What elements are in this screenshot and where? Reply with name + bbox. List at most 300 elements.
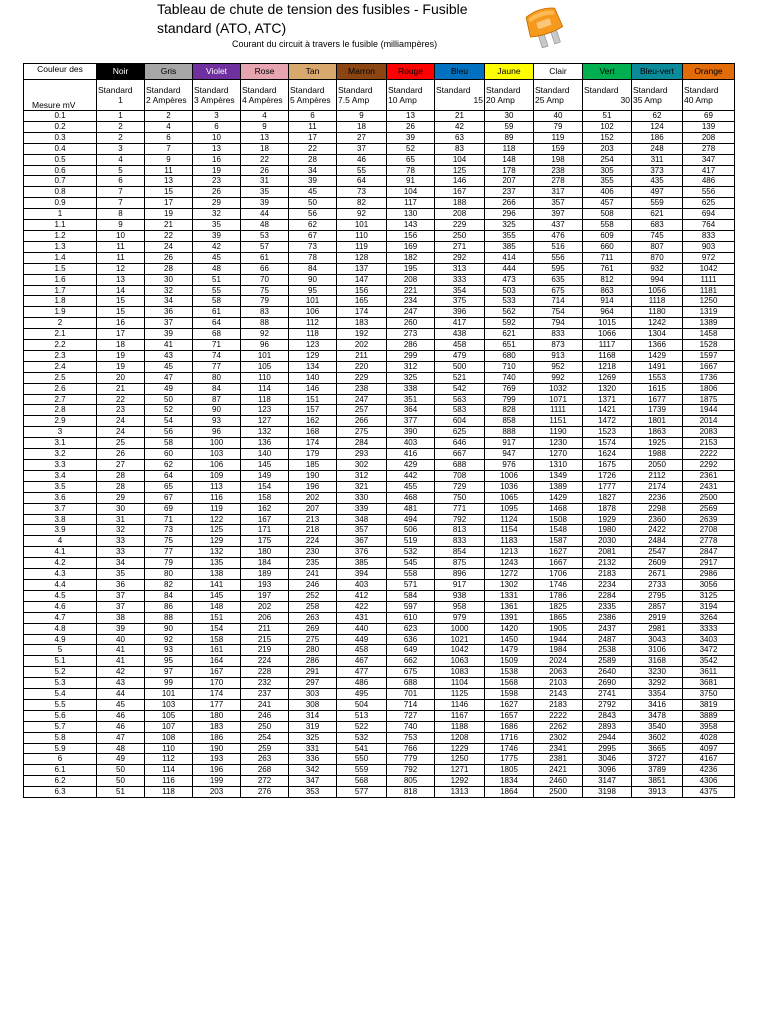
current-value-cell: 2569 [683, 503, 735, 514]
mv-value-cell: 5.4 [24, 689, 97, 700]
current-value-cell: 3819 [683, 699, 735, 710]
current-value-cell: 2981 [632, 623, 683, 634]
current-value-cell: 162 [289, 416, 337, 427]
current-value-cell: 3096 [583, 765, 632, 776]
current-value-cell: 124 [632, 121, 683, 132]
current-value-cell: 193 [241, 579, 289, 590]
current-value-cell: 521 [435, 372, 485, 383]
table-row [24, 361, 735, 372]
current-value-cell: 34 [145, 296, 193, 307]
current-value-cell: 174 [289, 438, 337, 449]
current-value-cell: 24 [145, 241, 193, 252]
current-value-cell: 354 [435, 285, 485, 296]
current-value-cell: 2174 [632, 481, 683, 492]
current-value-cell: 58 [145, 438, 193, 449]
current-value-cell: 1 [97, 111, 145, 122]
table-row [24, 590, 735, 601]
current-value-cell: 727 [387, 710, 435, 721]
color-cell-violet: Violet [193, 64, 241, 80]
current-value-cell: 32 [193, 209, 241, 220]
current-value-cell: 2083 [683, 427, 735, 438]
current-value-cell: 9 [145, 154, 193, 165]
current-value-cell: 1310 [534, 460, 583, 471]
current-value-cell: 19 [97, 350, 145, 361]
current-value-cell: 28 [145, 263, 193, 274]
current-value-cell: 2292 [683, 460, 735, 471]
current-value-cell: 3750 [683, 689, 735, 700]
mv-value-cell: 2.7 [24, 394, 97, 405]
current-value-cell: 272 [241, 776, 289, 787]
current-value-cell: 2460 [534, 776, 583, 787]
current-value-cell: 154 [241, 481, 289, 492]
current-value-cell: 51 [193, 274, 241, 285]
current-value-cell: 89 [485, 132, 534, 143]
table-row [24, 689, 735, 700]
current-value-cell: 397 [534, 209, 583, 220]
current-value-cell: 92 [145, 634, 193, 645]
current-value-cell: 50 [97, 765, 145, 776]
current-value-cell: 1229 [435, 743, 485, 754]
current-value-cell: 2857 [632, 601, 683, 612]
current-value-cell: 202 [337, 340, 387, 351]
current-value-cell: 77 [193, 361, 241, 372]
current-value-cell: 64 [145, 470, 193, 481]
current-value-cell: 206 [241, 612, 289, 623]
current-value-cell: 2063 [534, 667, 583, 678]
current-value-cell: 325 [485, 220, 534, 231]
current-value-cell: 3 [193, 111, 241, 122]
current-value-cell: 4028 [683, 732, 735, 743]
current-value-cell: 390 [387, 427, 435, 438]
current-value-cell: 2030 [583, 536, 632, 547]
current-value-cell: 1391 [485, 612, 534, 623]
current-value-cell: 149 [241, 470, 289, 481]
current-value-cell: 180 [193, 710, 241, 721]
current-value-cell: 278 [534, 176, 583, 187]
current-value-cell: 30 [97, 503, 145, 514]
current-value-cell: 2917 [683, 558, 735, 569]
current-value-cell: 35 [193, 220, 241, 231]
current-value-cell: 903 [683, 241, 735, 252]
current-value-cell: 558 [387, 569, 435, 580]
current-value-cell: 6 [145, 132, 193, 143]
current-value-cell: 36 [145, 307, 193, 318]
table-row [24, 111, 735, 122]
current-value-cell: 69 [683, 111, 735, 122]
current-value-cell: 1167 [435, 710, 485, 721]
current-value-cell: 1118 [632, 296, 683, 307]
current-value-cell: 1980 [583, 525, 632, 536]
current-value-cell: 1523 [583, 427, 632, 438]
current-value-cell: 2 [97, 132, 145, 143]
rating-header-row [24, 80, 735, 111]
current-value-cell: 532 [337, 732, 387, 743]
current-value-cell: 30 [485, 111, 534, 122]
current-value-cell: 1250 [435, 754, 485, 765]
current-value-cell: 458 [337, 645, 387, 656]
current-value-cell: 7 [97, 187, 145, 198]
current-value-cell: 2262 [534, 721, 583, 732]
mv-value-cell: 6.2 [24, 776, 97, 787]
current-value-cell: 558 [583, 220, 632, 231]
current-value-cell: 196 [289, 481, 337, 492]
current-value-cell: 68 [193, 329, 241, 340]
current-value-cell: 183 [337, 318, 387, 329]
rating-cell [145, 80, 193, 111]
current-value-cell: 2014 [683, 416, 735, 427]
current-value-cell: 1230 [534, 438, 583, 449]
amp-rating-label: 7.5 Amp [338, 95, 370, 105]
current-value-cell: 177 [193, 699, 241, 710]
current-value-cell: 1574 [583, 438, 632, 449]
current-value-cell: 118 [145, 787, 193, 798]
current-value-cell: 3403 [683, 634, 735, 645]
color-cell-marron: Marron [337, 64, 387, 80]
current-value-cell: 338 [387, 383, 435, 394]
current-value-cell: 17 [289, 132, 337, 143]
current-value-cell: 1834 [485, 776, 534, 787]
current-value-cell: 254 [583, 154, 632, 165]
current-value-cell: 229 [435, 220, 485, 231]
current-value-cell: 16 [193, 154, 241, 165]
current-value-cell: 542 [435, 383, 485, 394]
current-value-cell: 3472 [683, 645, 735, 656]
current-value-cell: 5 [97, 165, 145, 176]
current-value-cell: 394 [337, 569, 387, 580]
current-value-cell: 116 [145, 776, 193, 787]
current-value-cell: 266 [485, 198, 534, 209]
current-value-cell: 1865 [534, 612, 583, 623]
current-value-cell: 50 [97, 776, 145, 787]
current-value-cell: 556 [683, 187, 735, 198]
current-value-cell: 48 [97, 743, 145, 754]
current-value-cell: 680 [485, 350, 534, 361]
current-value-cell: 75 [145, 536, 193, 547]
table-row [24, 209, 735, 220]
current-value-cell: 47 [97, 732, 145, 743]
mv-value-cell: 3 [24, 427, 97, 438]
current-value-cell: 286 [387, 340, 435, 351]
amp-rating-label: 40 Amp [684, 95, 713, 105]
amp-rating-label: 30 [620, 95, 630, 105]
current-value-cell: 140 [241, 449, 289, 460]
current-value-cell: 104 [435, 154, 485, 165]
current-value-cell: 2236 [632, 492, 683, 503]
current-value-cell: 82 [337, 198, 387, 209]
current-value-cell: 435 [632, 176, 683, 187]
current-value-cell: 2437 [583, 623, 632, 634]
table-row [24, 438, 735, 449]
current-value-cell: 63 [435, 132, 485, 143]
current-value-cell: 34 [97, 558, 145, 569]
current-value-cell: 2640 [583, 667, 632, 678]
current-value-cell: 208 [683, 132, 735, 143]
current-value-cell: 112 [289, 318, 337, 329]
current-value-cell: 2547 [632, 547, 683, 558]
current-value-cell: 319 [289, 721, 337, 732]
color-header-row [24, 64, 735, 80]
current-value-cell: 1420 [485, 623, 534, 634]
table-row [24, 743, 735, 754]
current-value-cell: 123 [289, 340, 337, 351]
rating-cell [632, 80, 683, 111]
table-row [24, 569, 735, 580]
current-value-cell: 799 [485, 394, 534, 405]
current-value-cell: 1168 [583, 350, 632, 361]
current-value-cell: 237 [241, 689, 289, 700]
current-value-cell: 10 [97, 230, 145, 241]
current-value-cell: 1371 [583, 394, 632, 405]
standard-label: Standard [486, 85, 521, 95]
current-value-cell: 331 [289, 743, 337, 754]
current-value-cell: 73 [145, 525, 193, 536]
current-value-cell: 145 [193, 590, 241, 601]
current-value-cell: 156 [387, 230, 435, 241]
current-value-cell: 4097 [683, 743, 735, 754]
current-value-cell: 714 [534, 296, 583, 307]
current-value-cell: 1472 [583, 416, 632, 427]
current-value-cell: 355 [583, 176, 632, 187]
current-value-cell: 1302 [485, 579, 534, 590]
current-value-cell: 2500 [534, 787, 583, 798]
current-value-cell: 1667 [534, 558, 583, 569]
table-row [24, 536, 735, 547]
current-value-cell: 729 [435, 481, 485, 492]
table-row [24, 318, 735, 329]
current-value-cell: 45 [289, 187, 337, 198]
current-value-cell: 74 [193, 350, 241, 361]
current-value-cell: 917 [485, 438, 534, 449]
current-value-cell: 55 [193, 285, 241, 296]
current-value-cell: 1805 [485, 765, 534, 776]
current-value-cell: 62 [145, 460, 193, 471]
mv-value-cell: 5.9 [24, 743, 97, 754]
current-value-cell: 1389 [534, 481, 583, 492]
current-value-cell: 143 [387, 220, 435, 231]
current-value-cell: 497 [632, 187, 683, 198]
current-value-cell: 99 [145, 678, 193, 689]
current-value-cell: 197 [241, 590, 289, 601]
current-value-cell: 1988 [632, 449, 683, 460]
current-value-cell: 48 [193, 263, 241, 274]
current-value-cell: 105 [145, 710, 193, 721]
amp-rating-label: 35 Amp [633, 95, 662, 105]
current-value-cell: 42 [193, 241, 241, 252]
table-row [24, 623, 735, 634]
current-value-cell: 556 [534, 252, 583, 263]
current-value-cell: 1292 [435, 776, 485, 787]
current-value-cell: 218 [289, 525, 337, 536]
mv-value-cell: 5.6 [24, 710, 97, 721]
current-value-cell: 145 [241, 460, 289, 471]
current-value-cell: 10 [193, 132, 241, 143]
current-value-cell: 30 [145, 274, 193, 285]
mv-value-cell: 1.3 [24, 241, 97, 252]
current-value-cell: 3889 [683, 710, 735, 721]
current-value-cell: 224 [289, 536, 337, 547]
current-value-cell: 440 [337, 623, 387, 634]
current-value-cell: 818 [387, 787, 435, 798]
current-value-cell: 271 [435, 241, 485, 252]
current-value-cell: 108 [145, 732, 193, 743]
current-value-cell: 9 [337, 111, 387, 122]
mv-value-cell: 1.6 [24, 274, 97, 285]
current-value-cell: 162 [241, 503, 289, 514]
current-value-cell: 6 [193, 121, 241, 132]
current-value-cell: 2708 [683, 525, 735, 536]
current-value-cell: 13 [193, 143, 241, 154]
table-row [24, 579, 735, 590]
rating-cell [241, 80, 289, 111]
current-value-cell: 69 [145, 503, 193, 514]
table-row [24, 449, 735, 460]
mv-value-cell: 0.8 [24, 187, 97, 198]
table-row [24, 350, 735, 361]
mv-value-cell: 5 [24, 645, 97, 656]
current-value-cell: 275 [337, 427, 387, 438]
current-value-cell: 994 [632, 274, 683, 285]
current-value-cell: 1180 [632, 307, 683, 318]
current-value-cell: 152 [583, 132, 632, 143]
current-value-cell: 189 [241, 569, 289, 580]
current-value-cell: 52 [145, 405, 193, 416]
current-value-cell: 7 [97, 198, 145, 209]
current-value-cell: 312 [337, 470, 387, 481]
current-value-cell: 58 [193, 296, 241, 307]
current-value-cell: 1716 [485, 732, 534, 743]
current-value-cell: 2986 [683, 569, 735, 580]
current-value-cell: 764 [683, 220, 735, 231]
current-value-cell: 65 [387, 154, 435, 165]
current-value-cell: 342 [289, 765, 337, 776]
current-value-cell: 32 [97, 525, 145, 536]
current-value-cell: 858 [485, 416, 534, 427]
current-value-cell: 532 [387, 547, 435, 558]
table-row [24, 678, 735, 689]
current-value-cell: 3789 [632, 765, 683, 776]
current-value-cell: 208 [435, 209, 485, 220]
table-row [24, 765, 735, 776]
table-row [24, 525, 735, 536]
mv-value-cell: 0.5 [24, 154, 97, 165]
current-value-cell: 1925 [632, 438, 683, 449]
current-value-cell: 157 [289, 405, 337, 416]
current-value-cell: 609 [583, 230, 632, 241]
current-value-cell: 3665 [632, 743, 683, 754]
current-value-cell: 563 [435, 394, 485, 405]
current-value-cell: 701 [387, 689, 435, 700]
current-value-cell: 12 [97, 263, 145, 274]
current-value-cell: 708 [435, 470, 485, 481]
standard-label: Standard [146, 85, 181, 95]
current-value-cell: 711 [583, 252, 632, 263]
mv-value-cell: 2.4 [24, 361, 97, 372]
current-value-cell: 1984 [534, 645, 583, 656]
current-value-cell: 129 [193, 536, 241, 547]
current-value-cell: 373 [632, 165, 683, 176]
table-row [24, 754, 735, 765]
current-value-cell: 1349 [534, 470, 583, 481]
current-value-cell: 14 [97, 285, 145, 296]
current-value-cell: 3333 [683, 623, 735, 634]
current-value-cell: 158 [193, 634, 241, 645]
current-value-cell: 1598 [485, 689, 534, 700]
current-value-cell: 545 [387, 558, 435, 569]
current-value-cell: 636 [387, 634, 435, 645]
current-value-cell: 87 [193, 394, 241, 405]
current-value-cell: 13 [145, 176, 193, 187]
current-value-cell: 258 [289, 601, 337, 612]
current-value-cell: 170 [193, 678, 241, 689]
current-value-cell: 52 [387, 143, 435, 154]
mv-value-cell: 1.5 [24, 263, 97, 274]
mv-value-cell: 3.3 [24, 460, 97, 471]
mv-value-cell: 5.2 [24, 667, 97, 678]
mv-value-cell: 5.1 [24, 656, 97, 667]
current-value-cell: 1190 [534, 427, 583, 438]
current-value-cell: 1553 [632, 372, 683, 383]
current-value-cell: 1864 [485, 787, 534, 798]
current-value-cell: 207 [485, 176, 534, 187]
current-value-cell: 44 [97, 689, 145, 700]
current-value-cell: 33 [97, 547, 145, 558]
current-value-cell: 476 [534, 230, 583, 241]
current-value-cell: 215 [241, 634, 289, 645]
current-value-cell: 79 [241, 296, 289, 307]
current-value-cell: 660 [583, 241, 632, 252]
current-value-cell: 207 [289, 503, 337, 514]
current-value-cell: 1242 [632, 318, 683, 329]
mv-value-cell: 2.1 [24, 329, 97, 340]
table-row [24, 558, 735, 569]
current-value-cell: 683 [632, 220, 683, 231]
current-value-cell: 202 [289, 492, 337, 503]
current-value-cell: 54 [145, 416, 193, 427]
current-value-cell: 71 [193, 340, 241, 351]
current-value-cell: 114 [241, 383, 289, 394]
color-cell-jaune: Jaune [485, 64, 534, 80]
current-value-cell: 2944 [583, 732, 632, 743]
current-value-cell: 109 [193, 470, 241, 481]
current-value-cell: 28 [97, 481, 145, 492]
current-value-cell: 1509 [485, 656, 534, 667]
current-value-cell: 863 [583, 285, 632, 296]
current-value-cell: 1878 [583, 503, 632, 514]
current-value-cell: 444 [485, 263, 534, 274]
current-value-cell: 136 [241, 438, 289, 449]
table-subtitle: Courant du circuit à travers le fusible (milliampères) [232, 39, 438, 49]
current-value-cell: 164 [193, 656, 241, 667]
current-value-cell: 1111 [534, 405, 583, 416]
amp-rating-label: 3 Ampères [194, 95, 235, 105]
current-value-cell: 494 [387, 514, 435, 525]
table-row [24, 296, 735, 307]
current-value-cell: 1677 [632, 394, 683, 405]
mv-value-cell: 3.1 [24, 438, 97, 449]
current-value-cell: 138 [193, 569, 241, 580]
current-value-cell: 952 [534, 361, 583, 372]
current-value-cell: 347 [289, 776, 337, 787]
current-value-cell: 351 [387, 394, 435, 405]
current-value-cell: 80 [145, 569, 193, 580]
current-value-cell: 11 [97, 252, 145, 263]
current-value-cell: 105 [241, 361, 289, 372]
color-cell-orange: Orange [683, 64, 735, 80]
current-value-cell: 125 [193, 525, 241, 536]
current-value-cell: 3851 [632, 776, 683, 787]
current-value-cell: 2500 [683, 492, 735, 503]
current-value-cell: 1389 [683, 318, 735, 329]
